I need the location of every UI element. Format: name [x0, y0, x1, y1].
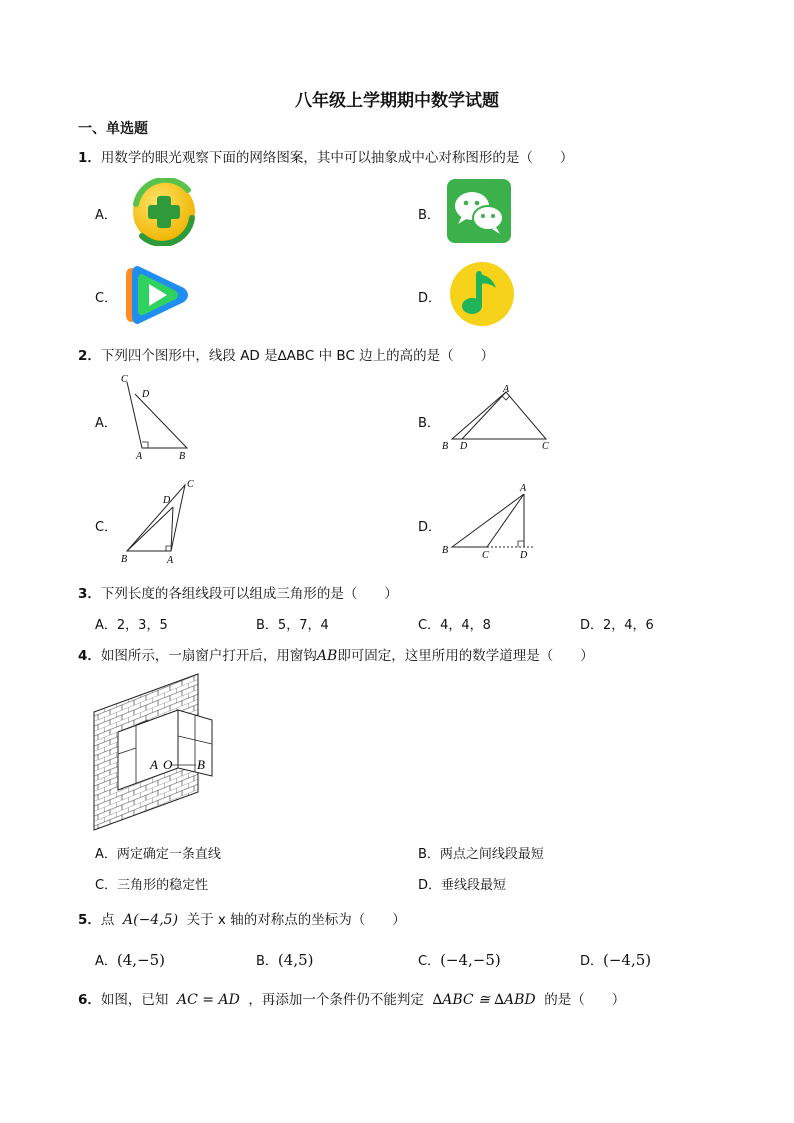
option-label: C． [418, 618, 441, 633]
vertex-label: A [503, 384, 510, 395]
question-number: 1． [78, 150, 101, 166]
option-text: 2，3，5 [116, 618, 168, 633]
option-4a [95, 843, 221, 862]
option-text: 两定确定一条直线 [116, 847, 221, 862]
option-4d [418, 874, 506, 893]
triangle-figure-b [438, 382, 558, 454]
vertex-label: B [442, 441, 449, 452]
option-label: B． [418, 416, 440, 431]
question-text: 关于 x 轴的对称点的坐标为（ ） [186, 912, 406, 928]
option-label: A． [95, 416, 117, 431]
vertex-label: B [442, 545, 449, 556]
point-label: O [163, 757, 173, 772]
option-label: B． [256, 618, 278, 633]
option-4c [95, 874, 208, 893]
triangle-figure-c [115, 475, 205, 567]
question-text: 如图，已知 [100, 992, 169, 1008]
option-label: C． [95, 520, 118, 535]
option-3c [418, 614, 491, 633]
option-label: A． [95, 618, 117, 633]
option-5a [95, 950, 165, 969]
wechat-logo-icon [446, 178, 512, 244]
option-label: A． [95, 954, 117, 969]
option-label: D． [580, 954, 604, 969]
option-3d [580, 614, 654, 633]
question-1 [78, 146, 573, 166]
triangle-figure-a [115, 370, 195, 465]
question-2 [78, 344, 494, 364]
vertex-label: D [460, 441, 468, 452]
option-label: C． [418, 954, 441, 969]
vertex-label: C [482, 550, 489, 561]
option-label: D． [418, 291, 442, 306]
section-heading: 一、单选题 [78, 121, 148, 137]
window-hook-figure [92, 672, 218, 832]
option-label: D． [580, 618, 604, 633]
math-expression: A(−4,5) [123, 912, 179, 928]
triangle-figure-d [438, 480, 548, 565]
option-label: B． [418, 208, 440, 223]
vertex-label: B [179, 451, 186, 462]
option-3b [256, 614, 329, 633]
math-expression: AC = AD [177, 992, 240, 1008]
vertex-label: C [121, 374, 128, 385]
question-text: 下列四个图形中，线段 AD 是∆ABC 中 BC 边上的高的是（ ） [100, 348, 495, 364]
option-text: (4,5) [277, 951, 314, 969]
qq-music-logo-icon [448, 260, 516, 328]
vertex-label: A [136, 451, 143, 462]
option-label: A． [95, 847, 117, 862]
math-expression: AB [316, 648, 338, 664]
option-text: (4,−5) [116, 951, 166, 969]
option-text: (−4,−5) [440, 951, 501, 969]
question-number: 2． [78, 348, 101, 364]
option-text: 三角形的稳定性 [117, 878, 209, 893]
vertex-label: C [542, 441, 549, 452]
vertex-label: D [163, 495, 171, 506]
option-text: 4，4，8 [440, 618, 491, 633]
question-text: 下列长度的各组线段可以组成三角形的是（ ） [100, 586, 398, 602]
tencent-video-logo-icon [122, 262, 192, 328]
option-label: B． [418, 847, 440, 862]
option-label: D． [418, 520, 442, 535]
math-expression: ∆ABC ≅ ∆ABD [432, 992, 536, 1008]
page-title: 八年级上学期期中数学试题 [295, 91, 499, 111]
vertex-label: B [121, 554, 128, 565]
option-5d [580, 950, 651, 969]
option-4b [418, 843, 544, 862]
option-label: C． [95, 291, 118, 306]
option-label: A． [95, 208, 117, 223]
vertex-label: D [142, 389, 150, 400]
option-text: 5，7，4 [277, 618, 329, 633]
question-text: ，再添加一个条件仍不能判定 [248, 992, 424, 1008]
question-number: 4． [78, 648, 101, 664]
question-text: 的是（ ） [544, 992, 626, 1008]
question-text: 如图所示，一扇窗户打开后，用窗钩 [100, 648, 317, 664]
question-5 [78, 908, 406, 928]
option-3a [95, 614, 168, 633]
360-security-logo-icon [130, 178, 198, 246]
point-label: A [150, 757, 158, 772]
vertex-label: C [187, 479, 194, 490]
question-3 [78, 582, 398, 602]
question-text: 即可固定，这里所用的数学道理是（ ） [337, 648, 594, 664]
option-text: 2，4，6 [603, 618, 654, 633]
option-text: 垂线段最短 [441, 878, 507, 893]
option-label: D． [418, 878, 442, 893]
vertex-label: D [520, 550, 528, 561]
option-text: (−4,5) [603, 951, 652, 969]
question-number: 3． [78, 586, 101, 602]
question-text: 点 [100, 912, 115, 928]
point-label: B [197, 757, 205, 772]
option-text: 两点之间线段最短 [439, 847, 544, 862]
vertex-label: A [520, 483, 527, 494]
option-label: C． [95, 878, 118, 893]
option-5c [418, 950, 501, 969]
vertex-label: A [167, 555, 174, 566]
question-number: 5． [78, 912, 101, 928]
option-label: B． [256, 954, 278, 969]
option-5b [256, 950, 313, 969]
question-4 [78, 644, 594, 664]
question-number: 6． [78, 992, 101, 1008]
question-6 [78, 988, 625, 1008]
question-text: 用数学的眼光观察下面的网络图案，其中可以抽象成中心对称图形的是（ ） [100, 150, 574, 166]
